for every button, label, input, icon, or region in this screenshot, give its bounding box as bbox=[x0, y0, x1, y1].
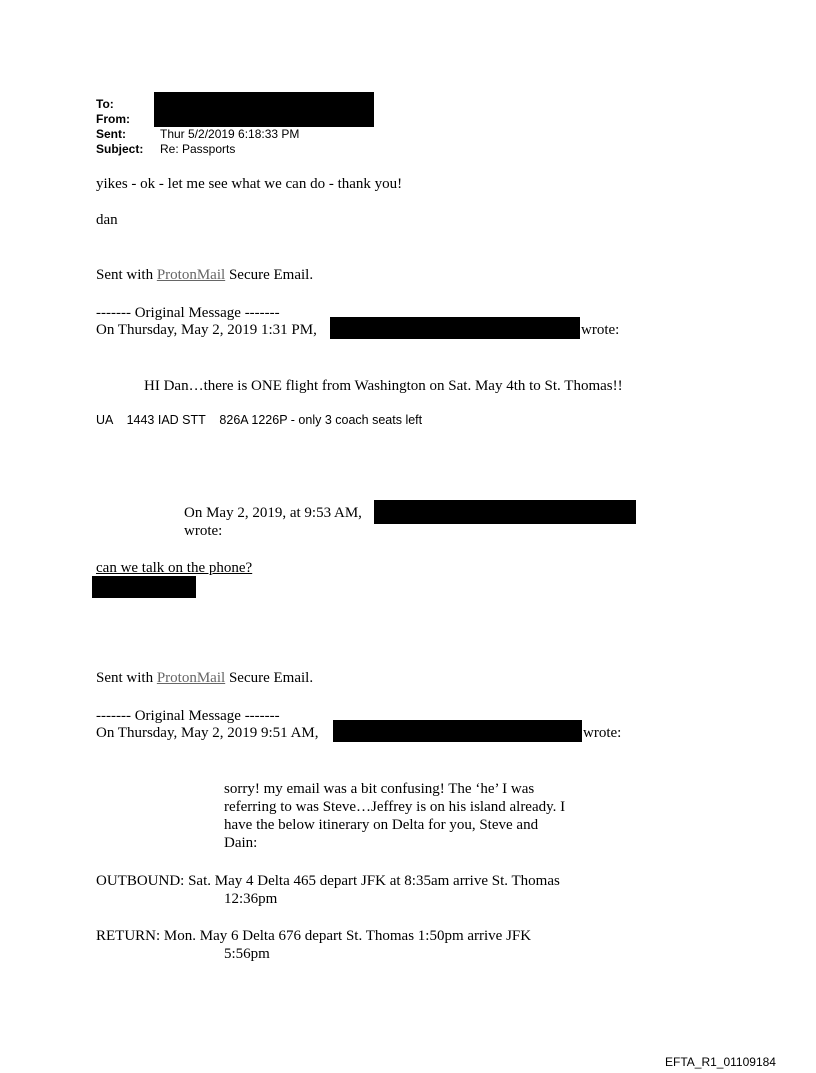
original-message-wrote: wrote: bbox=[581, 322, 620, 338]
sent-with-suffix: Secure Email. bbox=[225, 670, 314, 686]
itinerary-text-line-4: Dain: bbox=[224, 835, 258, 851]
sent-with-prefix: Sent with bbox=[96, 670, 157, 686]
original-message-on-line: On Thursday, May 2, 2019 9:51 AM, bbox=[96, 725, 319, 741]
from-label: From: bbox=[96, 112, 130, 126]
quote-on-line: On May 2, 2019, at 9:53 AM, bbox=[184, 505, 362, 521]
sent-with-line-1 bbox=[96, 266, 313, 284]
sent-with-suffix: Secure Email. bbox=[225, 267, 314, 283]
message-body: HI Dan…there is ONE flight from Washington on Sat. May 4th to St. Thomas!! bbox=[144, 378, 623, 394]
return-arrival-time: 5:56pm bbox=[224, 946, 270, 962]
itinerary-text-line-3: have the below itinerary on Delta for you, Steve and bbox=[224, 817, 539, 833]
subject-label: Subject: bbox=[96, 142, 144, 156]
sent-with-prefix: Sent with bbox=[96, 267, 157, 283]
redaction-sender-2 bbox=[374, 500, 636, 524]
outbound-arrival-time: 12:36pm bbox=[224, 891, 278, 907]
sent-with-line-2 bbox=[96, 669, 313, 687]
flight-info: UA 1443 IAD STT 826A 1226P - only 3 coach seats left bbox=[96, 413, 423, 427]
original-message-divider: ------- Original Message ------- bbox=[96, 305, 280, 321]
protonmail-link[interactable]: ProtonMail bbox=[156, 267, 226, 283]
reply-signature: dan bbox=[96, 212, 118, 228]
sent-value: Thur 5/2/2019 6:18:33 PM bbox=[160, 127, 300, 141]
redaction-sender-1 bbox=[330, 317, 580, 339]
to-label: To: bbox=[96, 97, 114, 111]
redaction-signature bbox=[92, 576, 196, 598]
return-line: RETURN: Mon. May 6 Delta 676 depart St. Thomas 1:50pm arrive JFK bbox=[96, 928, 532, 944]
document-id: EFTA_R1_01109184 bbox=[665, 1055, 776, 1069]
itinerary-text-line-2: referring to was Steve…Jeffrey is on his island already. I bbox=[224, 799, 566, 815]
original-message-wrote: wrote: bbox=[583, 725, 622, 741]
outbound-line: OUTBOUND: Sat. May 4 Delta 465 depart JFK at 8:35am arrive St. Thomas bbox=[96, 873, 560, 889]
subject-value: Re: Passports bbox=[160, 142, 236, 156]
itinerary-text-line-1: sorry! my email was a bit confusing! The ‘he’ I was bbox=[224, 781, 535, 797]
original-message-on-line: On Thursday, May 2, 2019 1:31 PM, bbox=[96, 322, 317, 338]
redaction-sender-3 bbox=[333, 720, 582, 742]
redaction-to-from bbox=[154, 92, 374, 127]
message-body: can we talk on the phone? bbox=[96, 560, 253, 576]
reply-line: yikes - ok - let me see what we can do - thank you! bbox=[96, 176, 403, 192]
original-message-divider: ------- Original Message ------- bbox=[96, 708, 280, 724]
protonmail-link[interactable]: ProtonMail bbox=[156, 670, 226, 686]
quote-wrote: wrote: bbox=[184, 523, 223, 539]
sent-label: Sent: bbox=[96, 127, 126, 141]
